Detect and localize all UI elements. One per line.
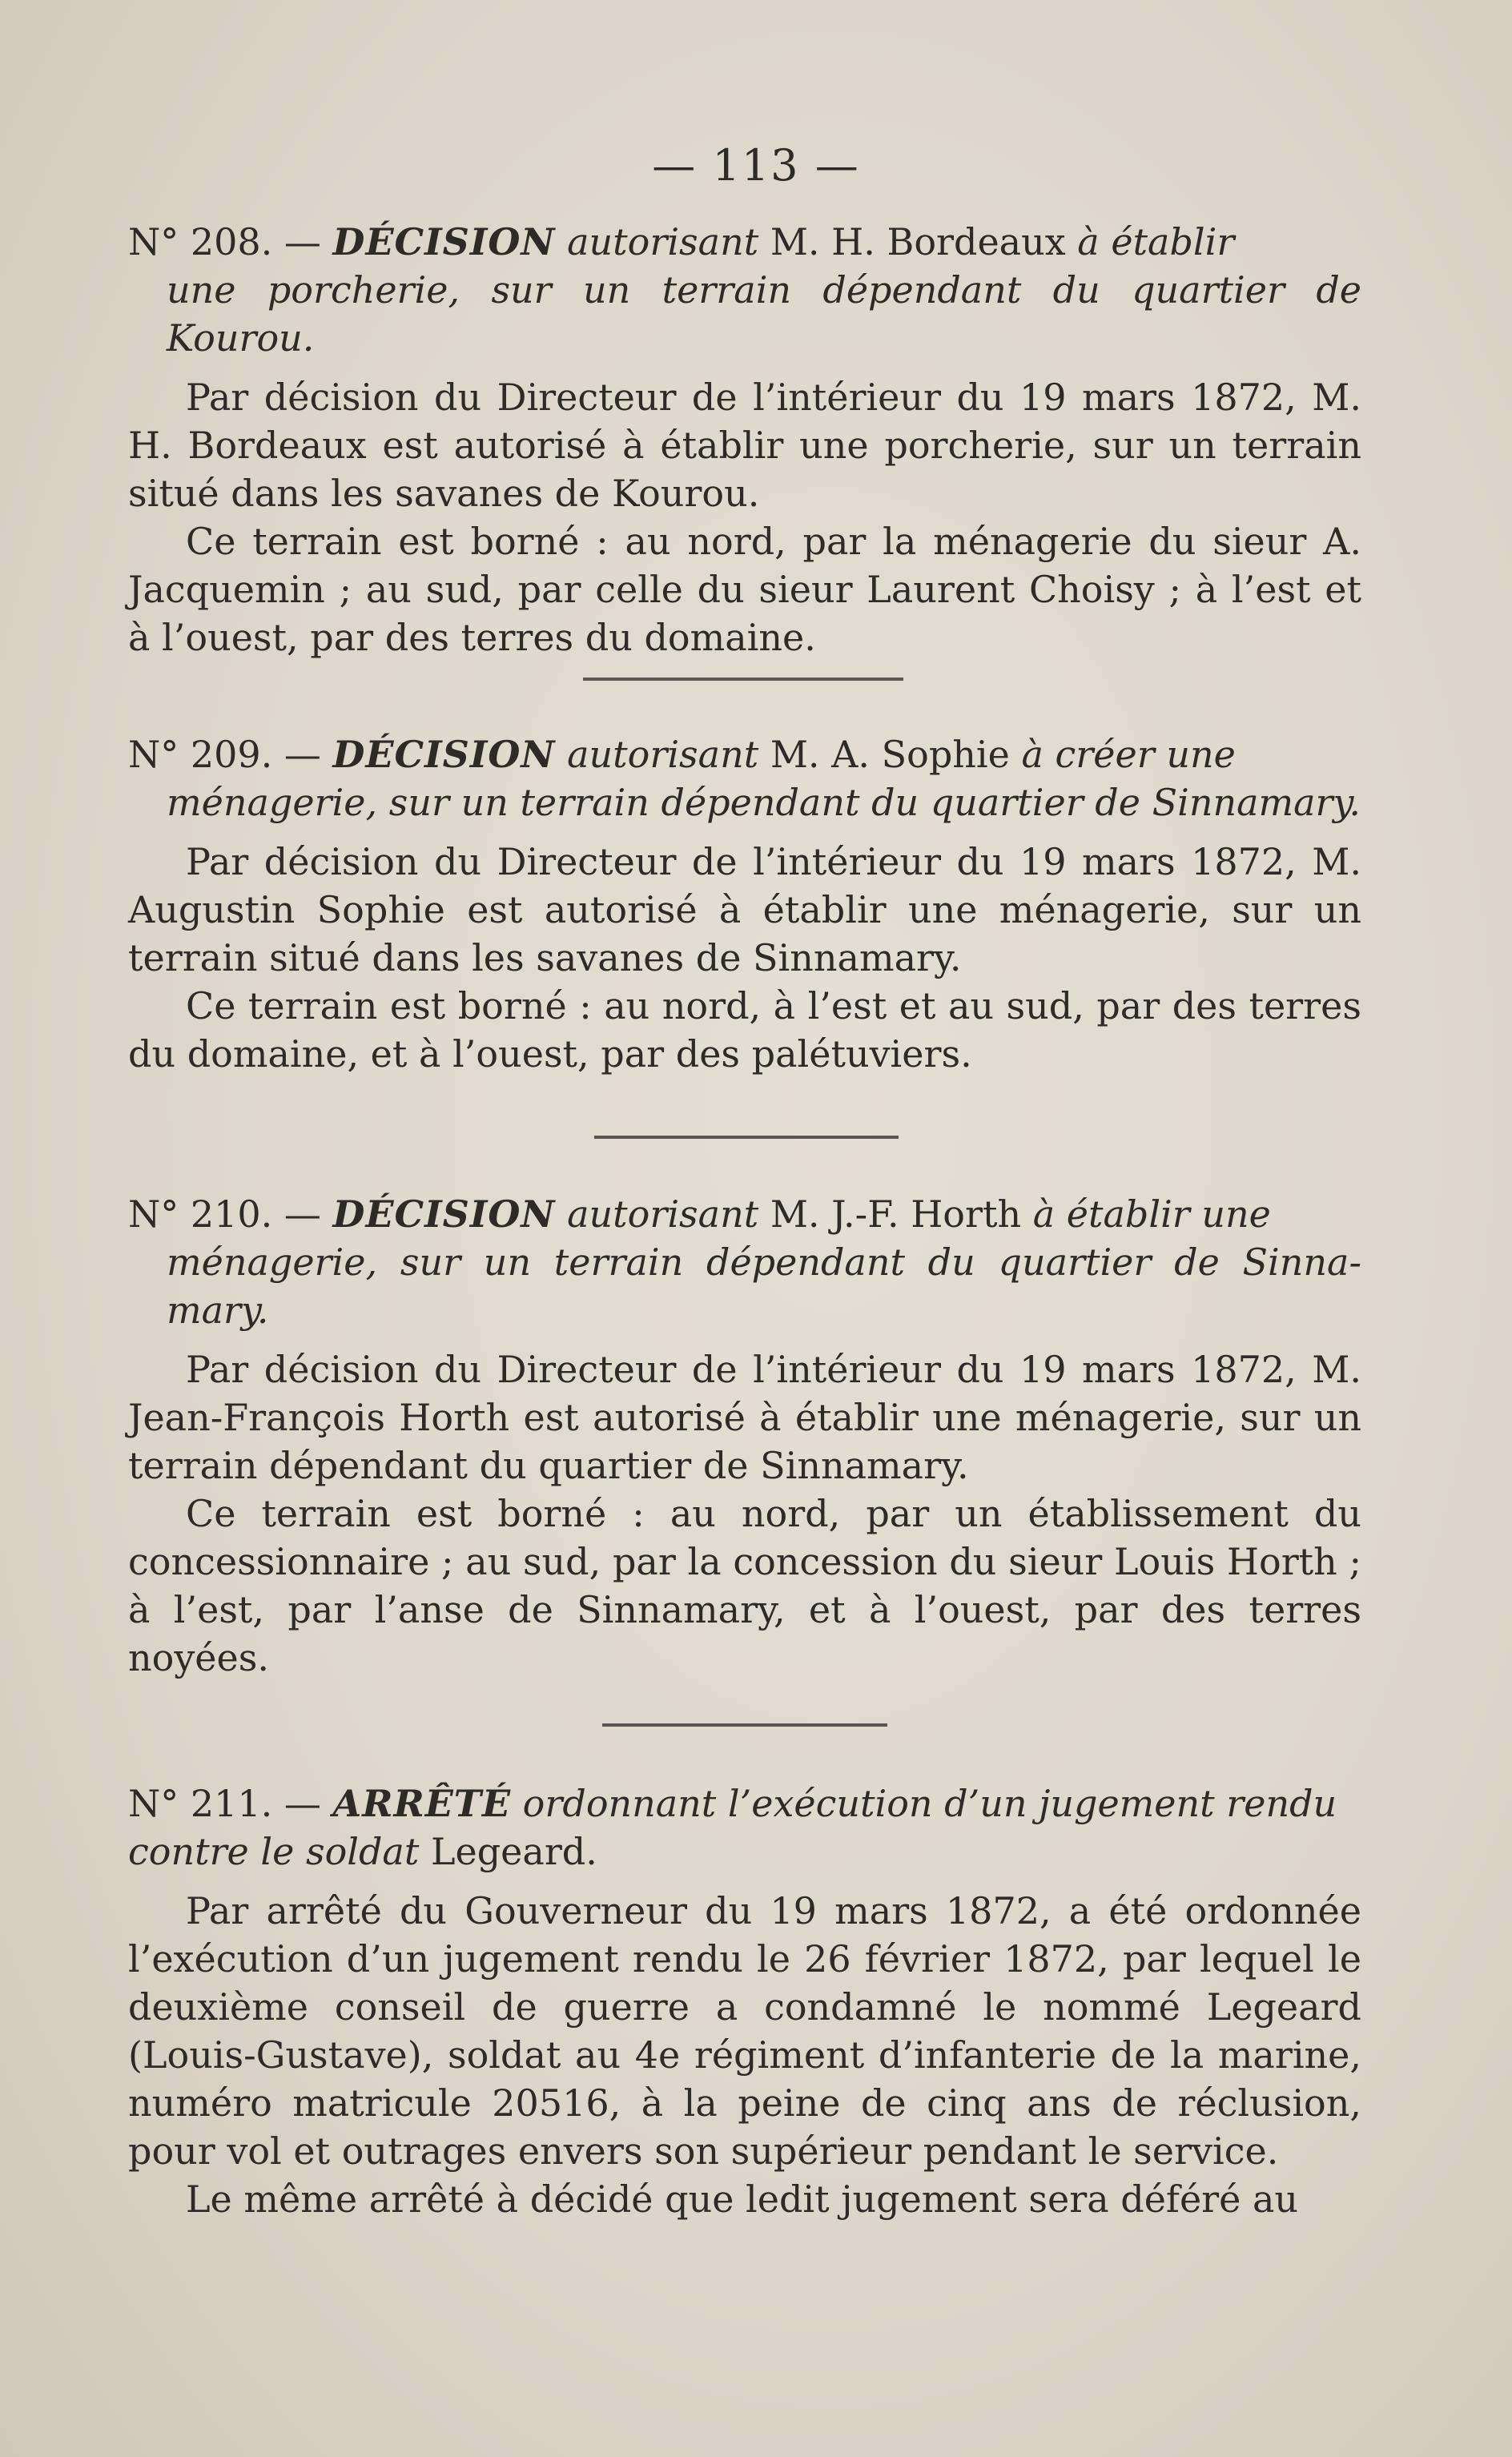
page-number: — 113 — [652, 140, 860, 191]
paragraph: Ce terrain est borné : au nord, par la ménagerie du sieur A. Jacquemin ; au sud, par celle du sieur Laurent Choisy ; à l’est et à l’ouest, par des terres du domaine. [128, 520, 1361, 659]
entry-number: N° 210. — [128, 1192, 333, 1236]
entry-number: N° 209. — [128, 733, 333, 776]
entry-kind: DÉCISION [332, 1192, 556, 1236]
paragraph: Ce terrain est borné : au nord, à l’est et au sud, par des terres du domaine, et à l’ouest, par des palétuviers. [128, 984, 1361, 1076]
heading-continuation: ménagerie, sur un terrain dépendant du quartier de Sinna-mary. [167, 1241, 1361, 1332]
entry-208 [128, 218, 1361, 662]
separator-rule [602, 1723, 887, 1727]
entry-heading: N° 209. — DÉCISION autorisant M. A. Sophie à créer une ménagerie, sur un terrain dépendant du quartier de Sinnamary. [128, 730, 1361, 826]
entry-kind: DÉCISION [332, 220, 556, 263]
separator-rule [583, 678, 903, 681]
entry-heading: N° 211. — ARRÊTÉ ordonnant l’exécution d’un jugement rendu contre le soldat Legeard. [128, 1779, 1361, 1876]
paragraph: Par décision du Directeur de l’intérieur du 19 mars 1872, M. H. Bordeaux est autorisé à établir une porcherie, sur un terrain situé dans les savanes de Kourou. [128, 376, 1361, 515]
entry-kind: ARRÊTÉ [332, 1782, 512, 1825]
entry-210 [128, 1190, 1361, 1682]
entry-heading: N° 210. — DÉCISION autorisant M. J.-F. Horth à établir une ménagerie, sur un terrain dépendant du quartier de Sinna-mary. [128, 1190, 1361, 1334]
entry-number: N° 208. — [128, 220, 333, 263]
paragraph: Par arrêté du Gouverneur du 19 mars 1872, a été ordonnée l’exécution d’un jugement rendu le 26 février 1872, par lequel le deuxième conseil de guerre a condamné le nommé Legeard (Louis-Gustave), soldat au 4e régiment d’infanterie de la marine, numéro matricule 20516, à la peine de cinq ans de réclusion, pour vol et outrages envers son supérieur pendant le service. [128, 1889, 1361, 2173]
heading-continuation: contre le soldat Legeard. [128, 1830, 597, 1873]
entry-number: N° 211. — [128, 1782, 333, 1825]
entry-209 [128, 730, 1361, 1078]
paragraph: Ce terrain est borné : au nord, par un établissement du concessionnaire ; au sud, par la concession du sieur Louis Horth ; à l’est, par l’anse de Sinnamary, et à l’ouest, par des terres noyées. [128, 1492, 1361, 1679]
separator-rule [594, 1136, 899, 1139]
paragraph: Par décision du Directeur de l’intérieur du 19 mars 1872, M. Jean-François Horth est autorisé à établir une ménagerie, sur un terrain dépendant du quartier de Sinnamary. [128, 1348, 1361, 1487]
heading-continuation: une porcherie, sur un terrain dépendant du quartier de Kourou. [167, 268, 1361, 360]
paragraph: Par décision du Directeur de l’intérieur du 19 mars 1872, M. Augustin Sophie est autorisé à établir une ménagerie, sur un terrain situé dans les savanes de Sinnamary. [128, 840, 1361, 979]
entry-211 [128, 1779, 1361, 2223]
entry-kind: DÉCISION [332, 733, 556, 776]
heading-continuation: ménagerie, sur un terrain dépendant du quartier de Sinnamary. [167, 781, 1361, 824]
entry-heading: N° 208. — DÉCISION autorisant M. H. Bordeaux à établir une porcherie, sur un terrain dépendant du quartier de Kourou. [128, 218, 1361, 362]
paragraph: Le même arrêté à décidé que ledit jugement sera déféré au [186, 2178, 1299, 2221]
